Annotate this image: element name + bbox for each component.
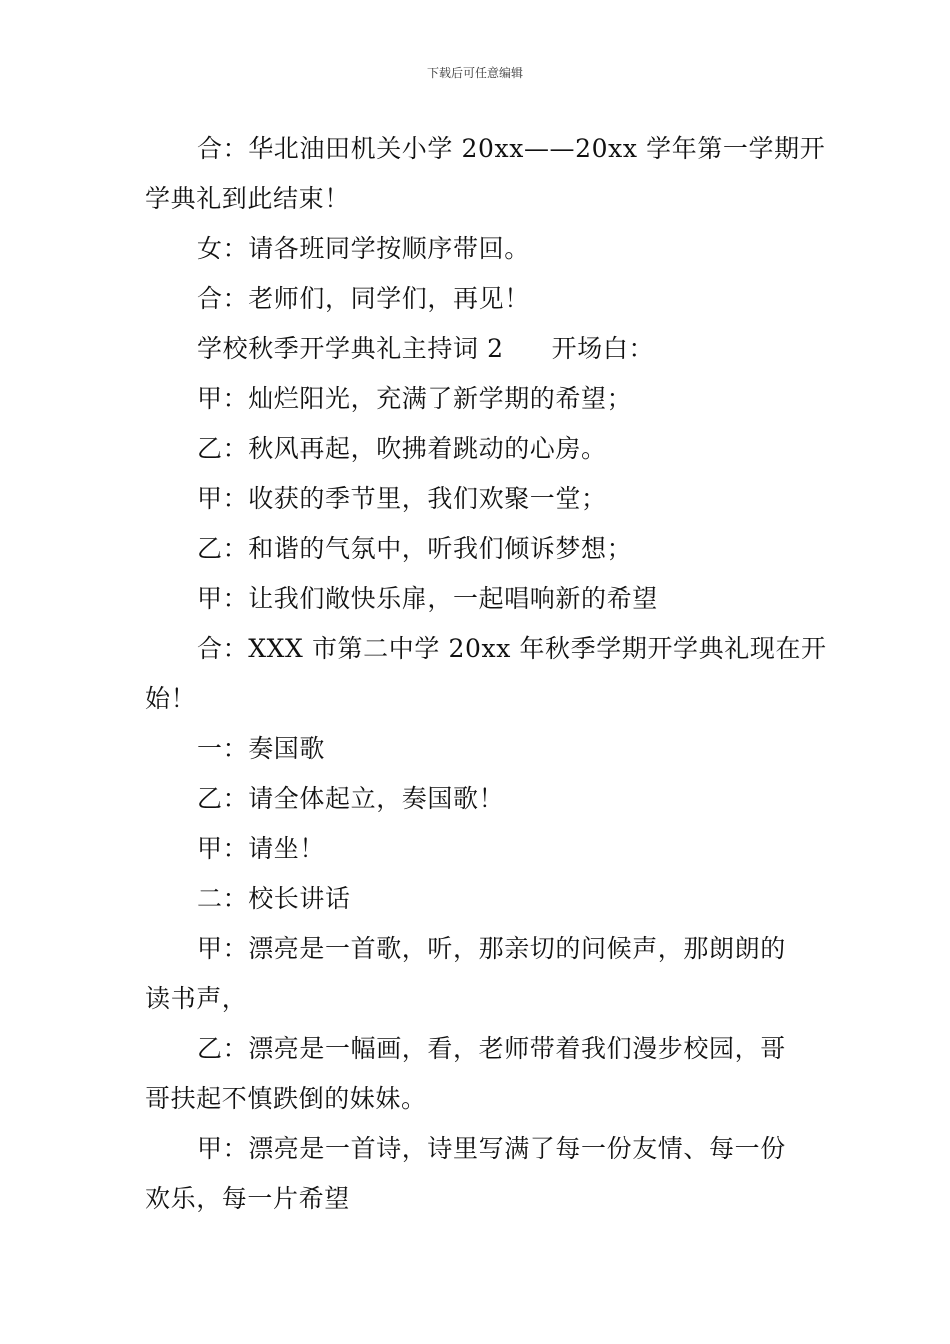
page-header-note: 下载后可任意编辑 bbox=[426, 66, 523, 80]
paragraph-line: 乙：秋风再起，吹拂着跳动的心房。 bbox=[197, 434, 607, 463]
paragraph-line: 甲：灿烂阳光，充满了新学期的希望； bbox=[197, 384, 633, 413]
paragraph-line: 二：校长讲话 bbox=[197, 884, 351, 913]
paragraph-line: 哥扶起不慎跌倒的妹妹。 bbox=[145, 1084, 427, 1113]
section-title-line bbox=[145, 324, 807, 374]
paragraph-line: 女：请各班同学按顺序带回。 bbox=[197, 234, 530, 263]
paragraph-line: 合：老师们，同学们，再见！ bbox=[197, 284, 530, 313]
paragraph-line: 合：XXX 市第二中学 20xx 年秋季学期开学典礼现在开 bbox=[197, 634, 827, 663]
paragraph-line: 乙：请全体起立，奏国歌！ bbox=[197, 784, 505, 813]
document-body bbox=[145, 124, 827, 1224]
opening-label: 开场白： bbox=[551, 334, 655, 363]
paragraph-line: 合：华北油田机关小学 20xx——20xx 学年第一学期开 bbox=[197, 134, 826, 163]
paragraph-line: 甲：请坐！ bbox=[197, 834, 326, 863]
paragraph-line: 学典礼到此结束！ bbox=[145, 184, 350, 213]
paragraph-line: 欢乐，每一片希望 bbox=[145, 1184, 350, 1213]
paragraph-line: 始！ bbox=[145, 684, 197, 713]
paragraph-line: 乙：和谐的气氛中，听我们倾诉梦想； bbox=[197, 534, 633, 563]
paragraph-line: 读书声， bbox=[145, 984, 248, 1013]
paragraph-line: 甲：让我们敞快乐扉，一起唱响新的希望 bbox=[197, 584, 658, 613]
paragraph-line: 一：奏国歌 bbox=[197, 734, 326, 763]
paragraph-line: 甲：漂亮是一首诗，诗里写满了每一份友情、每一份 bbox=[197, 1134, 786, 1163]
paragraph-line: 乙：漂亮是一幅画，看，老师带着我们漫步校园，哥 bbox=[197, 1034, 786, 1063]
section-title: 学校秋季开学典礼主持词 2 bbox=[197, 334, 504, 363]
paragraph-line: 甲：漂亮是一首歌，听，那亲切的问候声，那朗朗的 bbox=[197, 934, 786, 963]
paragraph-line: 甲：收获的季节里，我们欢聚一堂； bbox=[197, 484, 607, 513]
